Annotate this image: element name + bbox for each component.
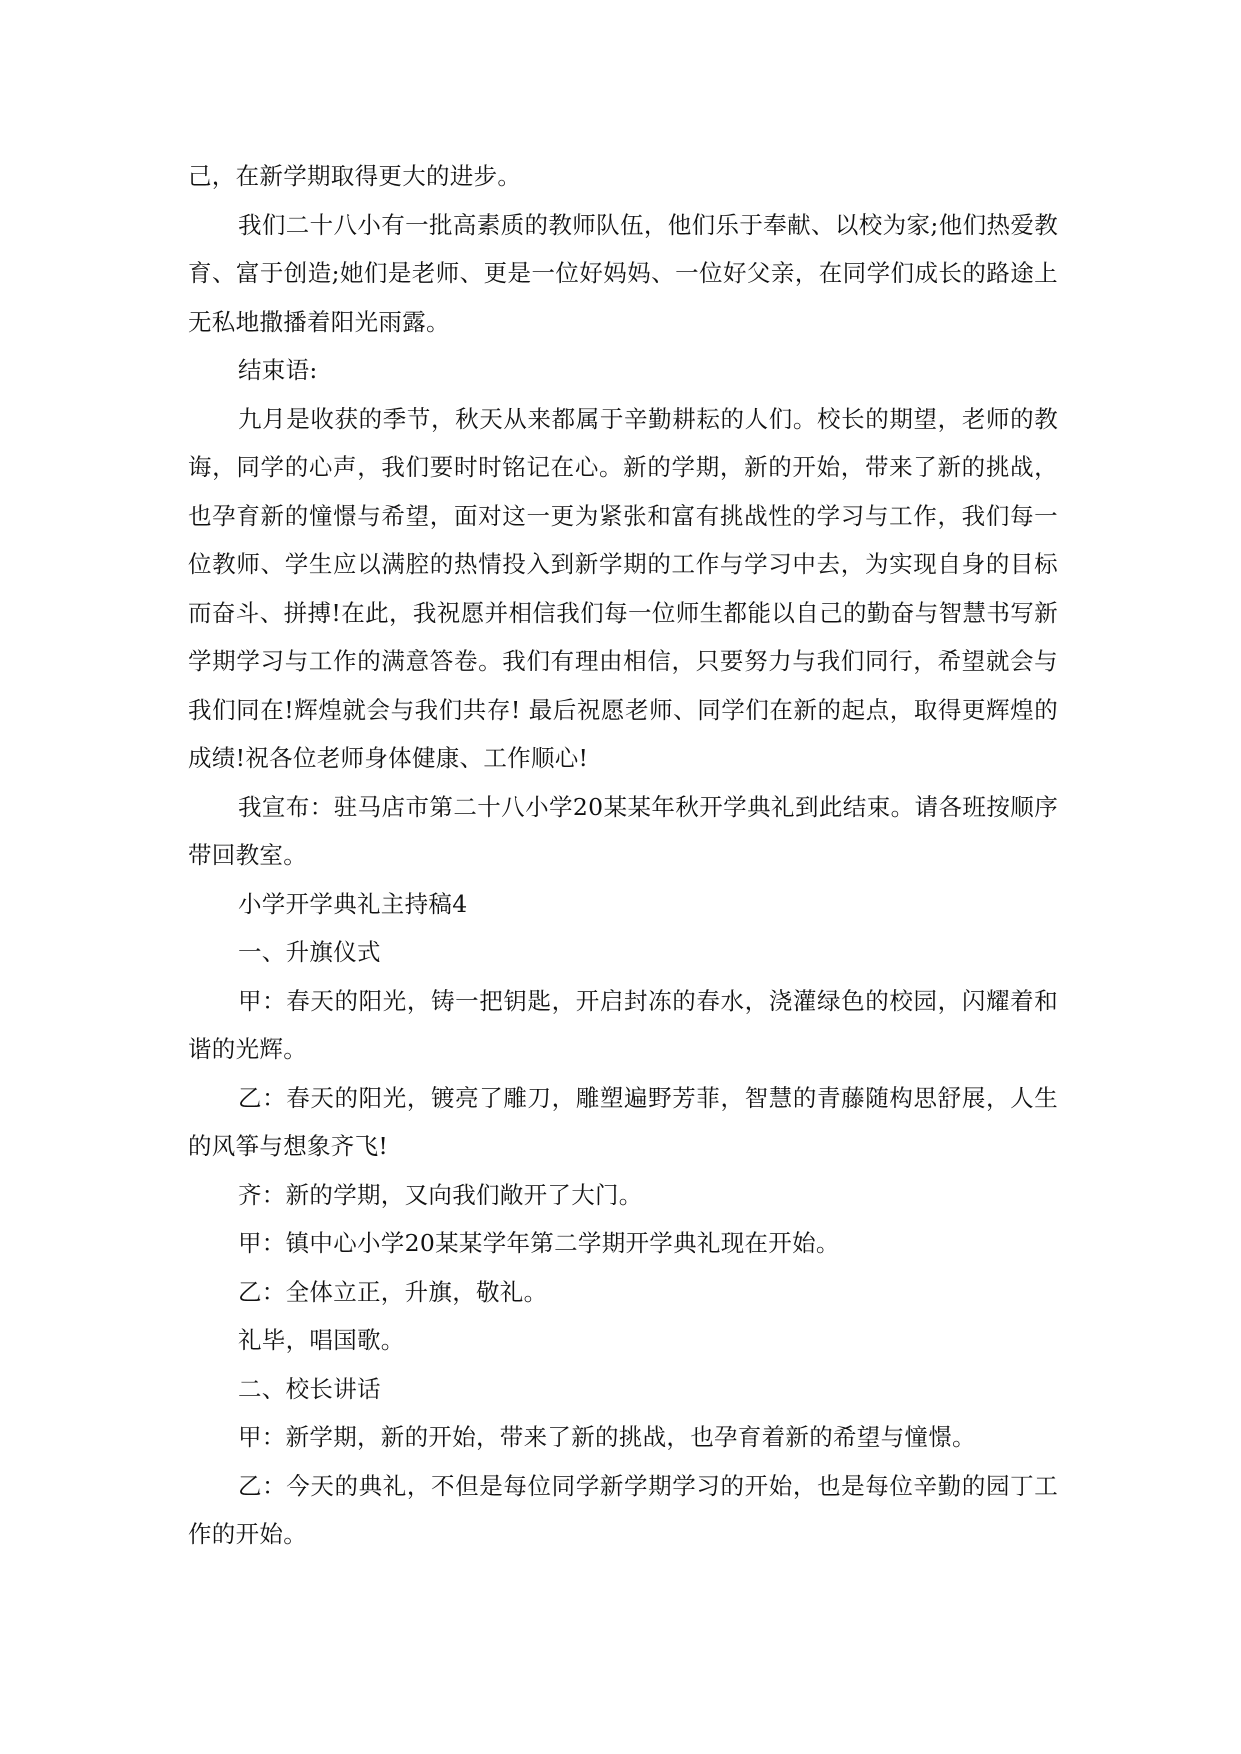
paragraph-host-a-3: 甲：新学期，新的开始，带来了新的挑战，也孕育着新的希望与憧憬。 — [238, 1423, 976, 1451]
paragraph-host-a-2: 甲：镇中心小学20某某学年第二学期开学典礼现在开始。 — [238, 1229, 840, 1257]
paragraph-teachers: 我们二十八小有一批高素质的教师队伍，他们乐于奉献、以校为家;他们热爱教育、富于创造;她们是老师、更是一位好妈妈、一位好父亲，在同学们成长的路途上无私地撒播着阳光雨露。 — [188, 210, 1058, 336]
paragraph-host-b-2: 乙：全体立正，升旗，敬礼。 — [238, 1277, 548, 1306]
section-heading-flag-ceremony: 一、升旗仪式 — [238, 938, 381, 966]
paragraph-host-b-1: 乙：春天的阳光，镀亮了雕刀，雕塑遍野芳菲，智慧的青藤随构思舒展，人生的风筝与想象齐飞! — [188, 1083, 1058, 1160]
paragraph-continuation: 己，在新学期取得更大的进步。 — [188, 162, 522, 190]
paragraph-closing-speech: 九月是收获的季节，秋天从来都属于辛勤耕耘的人们。校长的期望，老师的教诲，同学的心声，我们要时时铭记在心。新的学期，新的开始，带来了新的挑战，也孕育新的憧憬与希望，面对这一更为紧张和富有挑战性的学习与工作，我们每一位教师、学生应以满腔的热情投入到新学期的工作与学习中去，为实现自身的目标而奋斗、拼搏!在此，我祝愿并相信我们每一位师生都能以自己的勤奋与智慧书写新学期学习与工作的满意答卷。我们有理由相信，只要努力与我们同行，希望就会与我们同在!辉煌就会与我们共存! 最后祝愿老师、同学们在新的起点，取得更辉煌的成绩!祝各位老师身体健康、工作顺心! — [188, 404, 1058, 772]
paragraph-announcement: 我宣布：驻马店市第二十八小学20某某年秋开学典礼到此结束。请各班按顺序带回教室。 — [188, 792, 1058, 869]
paragraph-anthem: 礼毕，唱国歌。 — [238, 1326, 405, 1354]
section-heading-principal-speech: 二、校长讲话 — [238, 1374, 381, 1403]
section-title: 小学开学典礼主持稿4 — [238, 889, 468, 918]
paragraph-together: 齐：新的学期，又向我们敞开了大门。 — [238, 1180, 643, 1209]
paragraph-closing-heading: 结束语: — [238, 356, 318, 384]
paragraph-host-a-1: 甲：春天的阳光，铸一把钥匙，开启封冻的春水，浇灌绿色的校园，闪耀着和谐的光辉。 — [188, 986, 1058, 1063]
paragraph-host-b-3: 乙：今天的典礼，不但是每位同学新学期学习的开始，也是每位辛勤的园丁工作的开始。 — [188, 1471, 1058, 1548]
document-page — [188, 152, 1058, 1559]
